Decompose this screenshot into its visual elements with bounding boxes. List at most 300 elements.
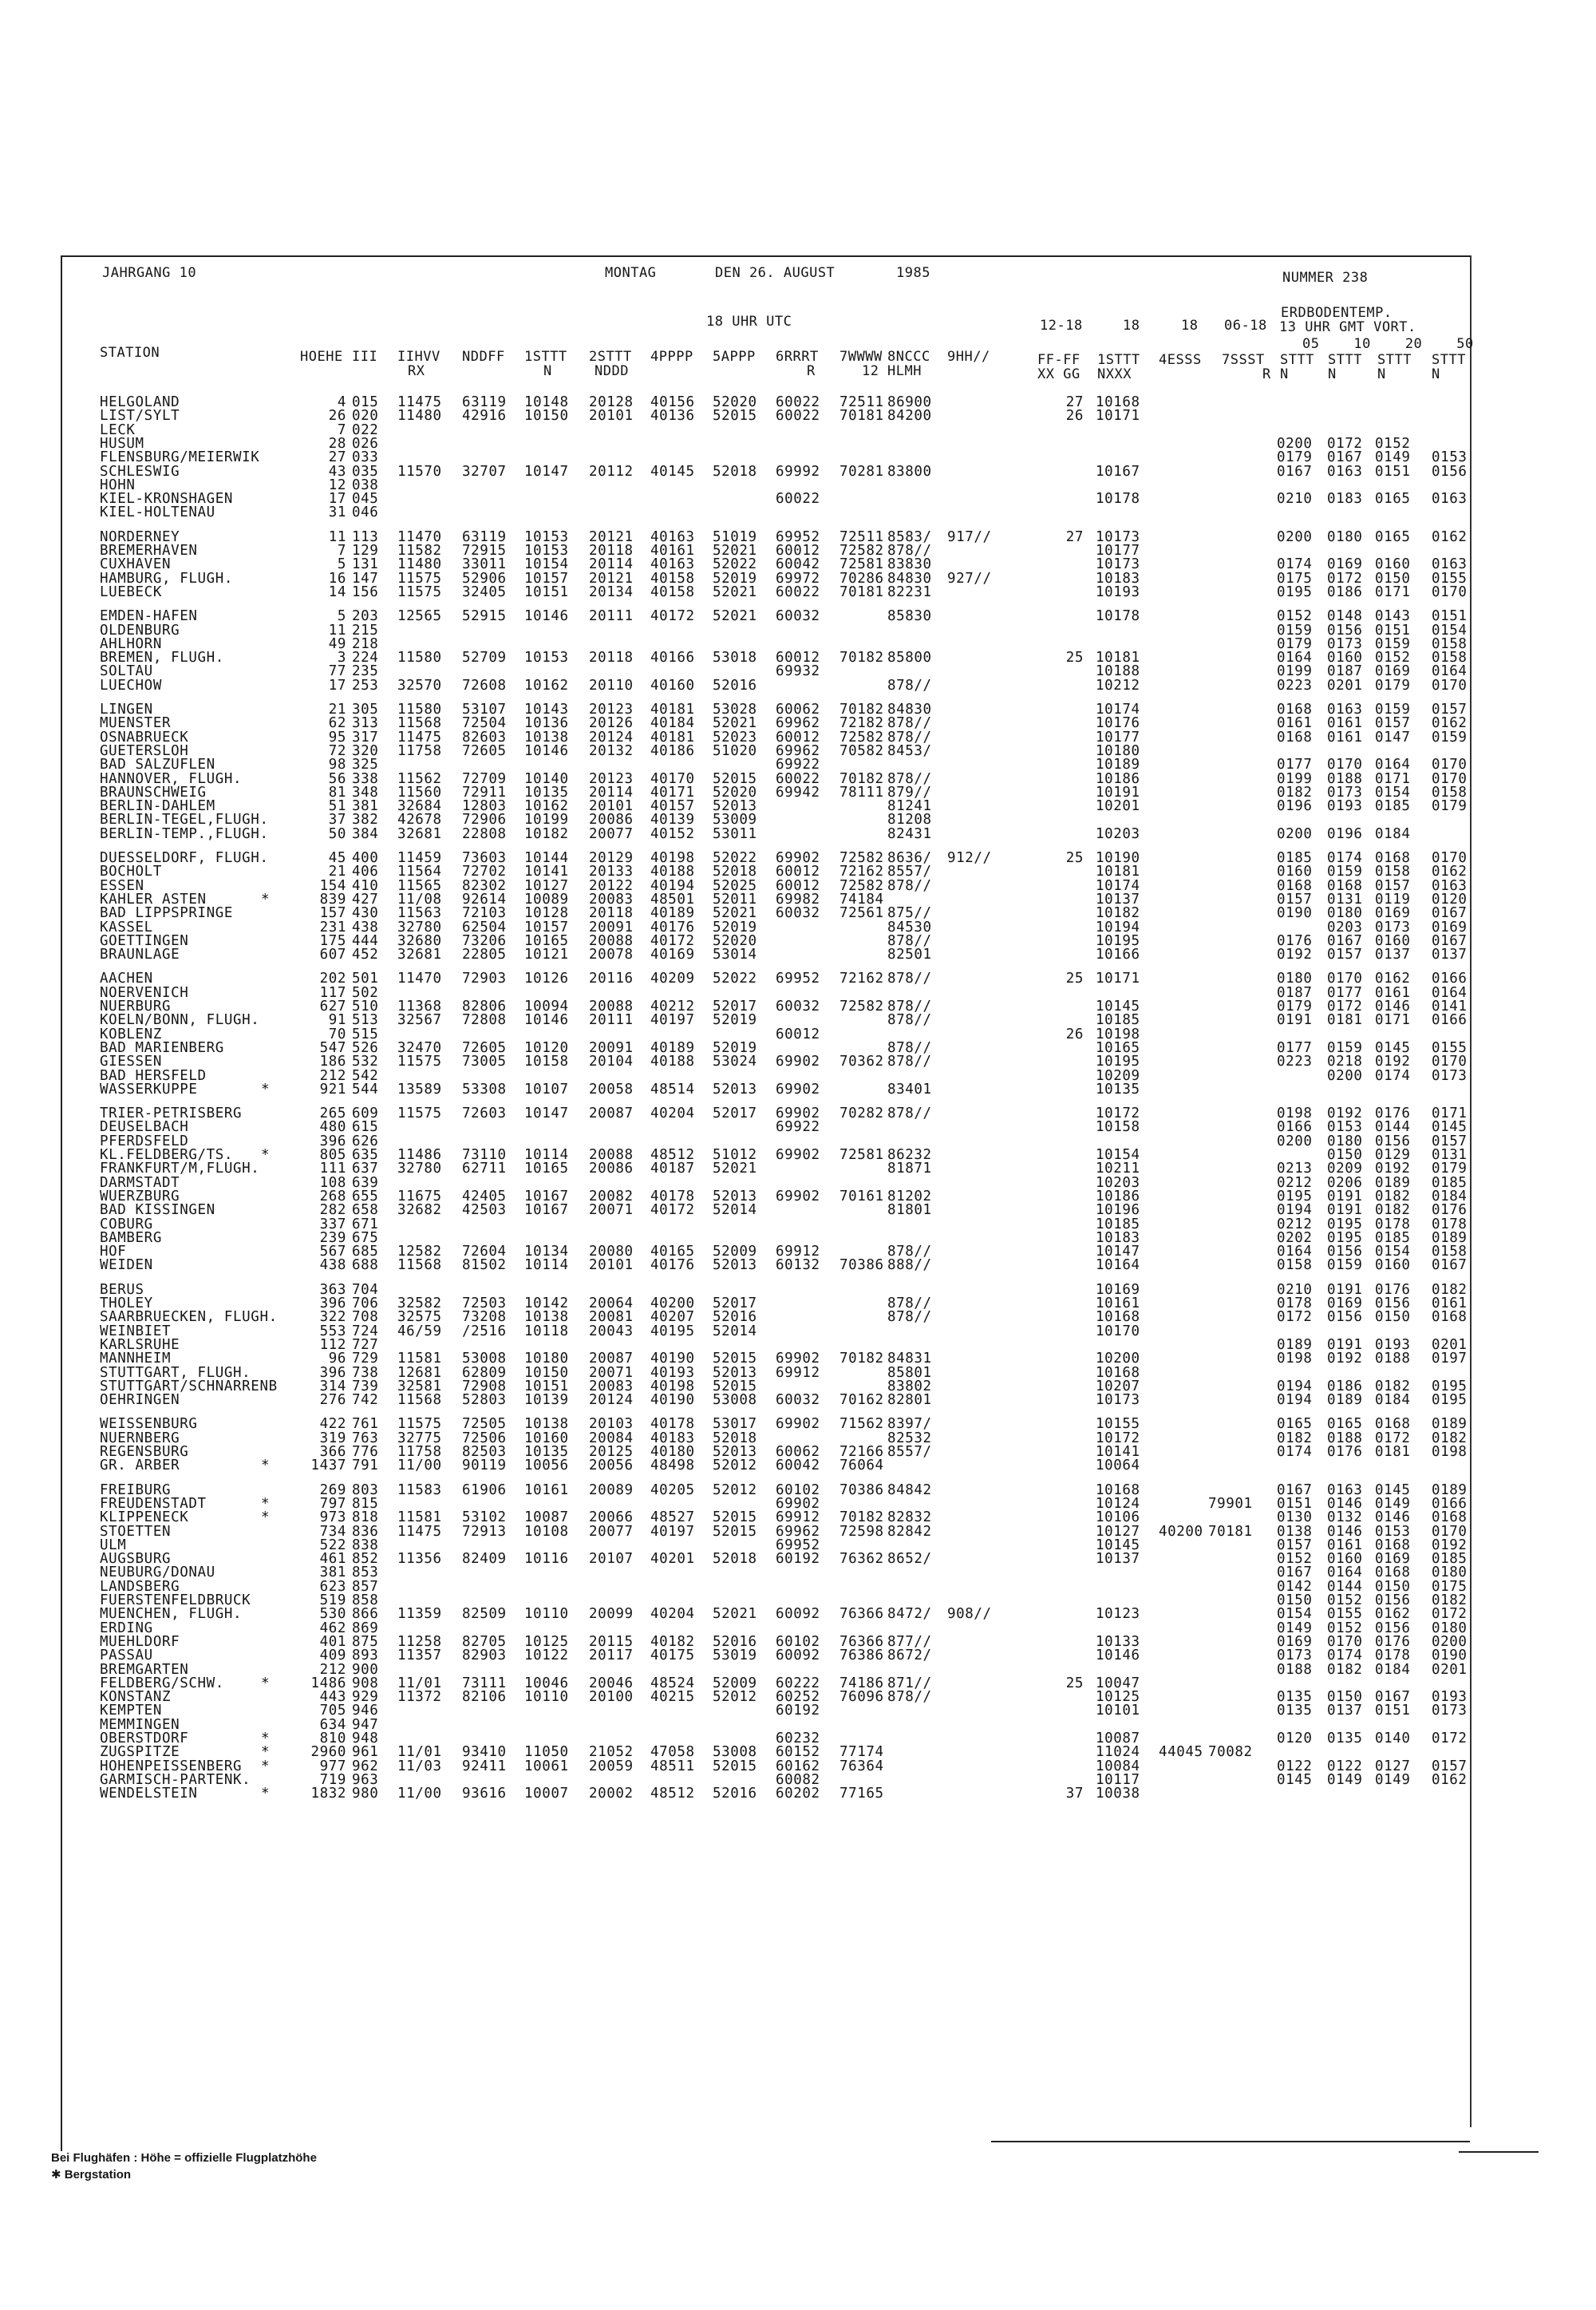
group-7wwww: 70182 (839, 650, 884, 666)
group-8nccc: 878// (887, 1054, 932, 1070)
soil-20: 0149 (1375, 1771, 1411, 1788)
group-4pppp: 40145 (650, 463, 695, 480)
group-iihvv: 32780 (397, 919, 442, 935)
station-id: 532 (352, 1054, 379, 1070)
group-6rrrt: 60022 (776, 770, 820, 787)
station-height: 265 (319, 1106, 346, 1122)
station-name: FREUDENSTADT (100, 1495, 207, 1512)
group-6rrrt: 60032 (776, 999, 820, 1015)
group-8nccc: 81241 (887, 798, 932, 815)
soil-10: 0195 (1327, 1216, 1363, 1232)
soil-05: 0198 (1277, 1106, 1313, 1122)
group-iihvv: 32575 (397, 1309, 442, 1326)
table-row (0, 1311, 1596, 1324)
group-7wwww: 70161 (839, 1188, 884, 1204)
station-height: 396 (319, 1133, 346, 1149)
soil-50: 0164 (1432, 663, 1468, 680)
station-id: 338 (352, 770, 379, 787)
group-2sttt: 20086 (589, 812, 634, 829)
station-height: 81 (328, 784, 346, 801)
group-5appp: 52019 (713, 919, 757, 935)
col-soil-50: STTT (1432, 352, 1466, 368)
col-8nccc: 8NCCC (887, 349, 930, 365)
station-height: 27 (328, 449, 346, 466)
group-1sttt: 10135 (524, 784, 569, 801)
group-1sttt: 10138 (524, 729, 569, 746)
group-1sttt: 10139 (524, 1392, 569, 1409)
group-5appp: 52016 (713, 1786, 757, 1802)
group-4pppp: 48524 (650, 1675, 695, 1691)
soil-50: 0195 (1432, 1392, 1468, 1409)
table-row (0, 1649, 1596, 1663)
group-1sttt-b: 10158 (1096, 1119, 1140, 1136)
soil-05: 0199 (1277, 663, 1313, 680)
soil-20: 0149 (1375, 449, 1411, 466)
group-1sttt: 10120 (524, 1039, 569, 1056)
group-1sttt-b: 10168 (1096, 1309, 1140, 1326)
group-1sttt: 10116 (524, 1551, 569, 1568)
station-height: 239 (319, 1229, 346, 1246)
soil-20: 0151 (1375, 463, 1411, 480)
col-5appp: 5APPP (713, 349, 756, 365)
station-height: 973 (319, 1509, 346, 1526)
group-nddff: 73110 (462, 1147, 507, 1163)
soil-50: 0189 (1432, 1481, 1468, 1498)
group-1sttt: 10134 (524, 1244, 569, 1260)
group-1sttt-b: 10207 (1096, 1378, 1140, 1394)
group-iihvv: 11575 (397, 1054, 442, 1070)
station-height: 268 (319, 1188, 346, 1204)
group-iihvv: 11356 (397, 1551, 442, 1568)
group-nddff: 72808 (462, 1012, 507, 1029)
footnote-mountain: ✱ Bergstation (51, 2168, 132, 2181)
group-1sttt-b: 10124 (1096, 1495, 1140, 1512)
station-name: LECK (100, 421, 136, 438)
station-name: BERUS (100, 1281, 144, 1298)
station-name: KIEL-HOLTENAU (100, 504, 215, 521)
group-1sttt-b: 10155 (1096, 1416, 1140, 1433)
group-iihvv: 32680 (397, 932, 442, 949)
soil-50: 0151 (1432, 608, 1468, 625)
station-name: PASSAU (100, 1647, 153, 1664)
station-height: 98 (328, 757, 346, 773)
station-id: 671 (352, 1216, 379, 1232)
station-height: 50 (328, 825, 346, 842)
station-name: SAARBRUECKEN, FLUGH. (100, 1309, 278, 1326)
group-ff: 26 (1065, 1026, 1084, 1042)
station-height: 462 (319, 1620, 346, 1636)
soil-10: 0137 (1327, 1703, 1363, 1719)
soil-05: 0223 (1277, 1054, 1313, 1070)
table-row (0, 825, 1596, 842)
group-nddff: 72506 (462, 1430, 507, 1446)
table-row (0, 758, 1596, 772)
station-id: 857 (352, 1578, 379, 1595)
group-8nccc: 81208 (887, 812, 932, 829)
soil-05: 0168 (1277, 702, 1313, 718)
station-name: BREMEN, FLUGH. (100, 650, 224, 666)
group-nddff: 81502 (462, 1257, 507, 1274)
mountain-marker: * (261, 1081, 271, 1098)
soil-50: 0180 (1432, 1620, 1468, 1636)
station-id: 776 (352, 1444, 379, 1460)
station-height: 16 (328, 570, 346, 587)
soil-10: 0164 (1327, 1564, 1363, 1581)
group-1sttt-b: 10203 (1096, 1174, 1140, 1191)
station-height: 443 (319, 1689, 346, 1706)
station-name: KEMPTEN (100, 1703, 162, 1719)
soil-05: 0167 (1277, 1564, 1313, 1581)
group-7wwww: 70281 (839, 463, 884, 480)
station-name: HOF (100, 1244, 127, 1260)
group-8nccc: 83802 (887, 1378, 932, 1394)
group-4pppp: 40189 (650, 905, 695, 922)
soil-10: 0144 (1327, 1578, 1363, 1595)
group-4pppp: 40205 (650, 1481, 695, 1498)
group-2sttt: 20099 (589, 1606, 634, 1623)
soil-10: 0192 (1327, 1351, 1363, 1367)
station-height: 839 (319, 891, 346, 908)
group-1sttt: 10056 (524, 1458, 569, 1474)
group-1sttt-b: 10166 (1096, 947, 1140, 963)
group-8nccc: 888// (887, 1257, 932, 1274)
station-id: 908 (352, 1675, 379, 1691)
group-1sttt: 10180 (524, 1351, 569, 1367)
group-iihvv: 32581 (397, 1378, 442, 1394)
station-name: GIESSEN (100, 1054, 162, 1070)
group-2sttt: 20043 (589, 1323, 634, 1339)
group-1sttt-b: 10087 (1096, 1731, 1140, 1746)
group-nddff: 72503 (462, 1295, 507, 1311)
station-height: 705 (319, 1703, 346, 1719)
soil-05: 0152 (1277, 608, 1313, 625)
group-1sttt-b: 10106 (1096, 1509, 1140, 1526)
soil-10: 0153 (1327, 1119, 1363, 1136)
soil-50: 0200 (1432, 1633, 1468, 1650)
soil-20: 0176 (1375, 1633, 1411, 1650)
station-id: 218 (352, 635, 379, 652)
group-ff: 25 (1065, 1675, 1084, 1691)
group-6rrrt: 60012 (776, 1026, 820, 1042)
group-8nccc: 878// (887, 677, 932, 694)
soil-20: 0168 (1375, 1564, 1411, 1581)
group-1sttt: 10162 (524, 798, 569, 815)
group-4pppp: 40157 (650, 798, 695, 815)
station-id: 348 (352, 784, 379, 801)
soil-20: 0156 (1375, 1133, 1411, 1149)
soil-20: 0156 (1375, 1620, 1411, 1636)
group-nddff: 63119 (462, 528, 507, 545)
group-1sttt-b: 10178 (1096, 491, 1140, 508)
group-1sttt: 10126 (524, 971, 569, 987)
group-1sttt-b: 10168 (1096, 394, 1140, 410)
station-height: 381 (319, 1564, 346, 1581)
soil-10: 0172 (1327, 435, 1363, 452)
station-height: 623 (319, 1578, 346, 1595)
station-height: 977 (319, 1758, 346, 1774)
group-iihvv: 32780 (397, 1161, 442, 1177)
table-row (0, 409, 1596, 423)
group-6rrrt: 60102 (776, 1481, 820, 1498)
group-1sttt: 10121 (524, 947, 569, 963)
group-1sttt-b: 10047 (1096, 1675, 1140, 1691)
soil-50: 0170 (1432, 677, 1468, 694)
station-name: KARLSRUHE (100, 1336, 180, 1353)
station-name: OLDENBURG (100, 622, 180, 639)
group-4pppp: 40195 (650, 1323, 695, 1339)
soil-20: 0150 (1375, 570, 1411, 587)
group-1sttt: 10165 (524, 1161, 569, 1177)
group-1sttt-b: 10190 (1096, 850, 1140, 866)
group-1sttt-b: 10167 (1096, 463, 1140, 480)
group-nddff: 52915 (462, 608, 507, 625)
station-height: 2960 (310, 1744, 346, 1761)
group-1sttt-b: 10188 (1096, 663, 1140, 680)
group-nddff: 62504 (462, 919, 507, 935)
station-id: 320 (352, 742, 379, 759)
group-1sttt-b: 11024 (1096, 1744, 1140, 1761)
group-4pppp: 40188 (650, 864, 695, 880)
soil-05: 0187 (1277, 984, 1313, 1001)
group-2sttt: 20110 (589, 677, 634, 694)
soil-05: 0195 (1277, 583, 1313, 600)
group-iihvv: 11368 (397, 999, 442, 1015)
station-name: AACHEN (100, 971, 153, 987)
table-row (0, 1067, 1596, 1084)
group-iihvv: 32682 (397, 1202, 442, 1219)
soil-05: 0135 (1277, 1703, 1313, 1719)
station-name: WENDELSTEIN (100, 1786, 198, 1802)
group-8nccc: 878// (887, 971, 932, 987)
group-7wwww: 72582 (839, 999, 884, 1015)
station-id: 742 (352, 1392, 379, 1409)
col-iihvv-sub: RX (408, 363, 425, 379)
group-2sttt: 20046 (589, 1675, 634, 1691)
group-iihvv: 11/00 (397, 1458, 442, 1474)
group-1sttt: 10146 (524, 742, 569, 759)
soil-20: 0182 (1375, 1188, 1411, 1204)
soil-50: 0172 (1432, 1606, 1468, 1623)
soil-50: 0155 (1432, 1039, 1468, 1056)
group-1sttt: 10151 (524, 1378, 569, 1394)
group-8nccc: 8472/ (887, 1606, 932, 1623)
group-6rrrt: 69902 (776, 1495, 820, 1512)
group-2sttt: 20118 (589, 543, 634, 559)
group-1sttt-b: 10168 (1096, 1481, 1140, 1498)
soil-10: 0192 (1327, 1106, 1363, 1122)
group-nddff: 73603 (462, 850, 507, 866)
station-id: 253 (352, 677, 379, 694)
group-1sttt-b: 10161 (1096, 1295, 1140, 1311)
station-height: 5 (337, 556, 346, 573)
station-name: REGENSBURG (100, 1444, 189, 1460)
group-iihvv: 11581 (397, 1351, 442, 1367)
soil-20: 0127 (1375, 1758, 1411, 1774)
soil-20: 0171 (1375, 1012, 1411, 1029)
soil-20: 0171 (1375, 583, 1411, 600)
station-height: 547 (319, 1039, 346, 1056)
group-2sttt: 20122 (589, 877, 634, 894)
group-iihvv: 11475 (397, 394, 442, 410)
station-height: 734 (319, 1523, 346, 1540)
station-id: 026 (352, 435, 379, 452)
group-6rrrt: 69982 (776, 891, 820, 908)
group-8nccc: 8557/ (887, 864, 932, 880)
soil-10: 0167 (1327, 449, 1363, 466)
soil-50: 0166 (1432, 1495, 1468, 1512)
station-id: 858 (352, 1592, 379, 1608)
soil-20: 0189 (1375, 1174, 1411, 1191)
soil-20: 0159 (1375, 635, 1411, 652)
soil-10: 0170 (1327, 1633, 1363, 1650)
soil-10: 0146 (1327, 1495, 1363, 1512)
col-soil-10-sub: N (1328, 366, 1337, 382)
group-2sttt: 20077 (589, 1523, 634, 1540)
soil-05: 0194 (1277, 1378, 1313, 1394)
group-1sttt-b: 10203 (1096, 825, 1140, 842)
group-9hh: 927// (947, 570, 992, 587)
group-6rrrt: 60252 (776, 1689, 820, 1706)
group-nddff: 42503 (462, 1202, 507, 1219)
group-2sttt: 20101 (589, 798, 634, 815)
group-nddff: 72103 (462, 905, 507, 922)
table-row (0, 1418, 1596, 1431)
group-nddff: 22805 (462, 947, 507, 963)
station-name: DARMSTADT (100, 1174, 180, 1191)
group-8nccc: 84200 (887, 408, 932, 425)
soil-05: 0192 (1277, 947, 1313, 963)
soil-10: 0169 (1327, 1295, 1363, 1311)
soil-10: 0156 (1327, 1309, 1363, 1326)
soil-10: 0172 (1327, 570, 1363, 587)
station-name: STOETTEN (100, 1523, 172, 1540)
group-7wwww: 71562 (839, 1416, 884, 1433)
group-6rrrt: 69952 (776, 971, 820, 987)
group-nddff: 92614 (462, 891, 507, 908)
soil-50: 0170 (1432, 1054, 1468, 1070)
group-1sttt-b: 10172 (1096, 1430, 1140, 1446)
soil-50: 0170 (1432, 770, 1468, 787)
station-height: 409 (319, 1647, 346, 1664)
station-height: 202 (319, 971, 346, 987)
table-row (0, 1204, 1596, 1217)
group-1sttt-b: 10180 (1096, 742, 1140, 759)
soil-20: 0181 (1375, 1444, 1411, 1460)
group-5appp: 52020 (713, 932, 757, 949)
col-2sttt: 2STTT (589, 349, 632, 365)
group-1sttt: 10135 (524, 1444, 569, 1460)
station-height: 17 (328, 677, 346, 694)
soil-10: 0191 (1327, 1336, 1363, 1353)
group-nddff: 53308 (462, 1081, 507, 1098)
soil-20: 0169 (1375, 1551, 1411, 1568)
station-id: 305 (352, 702, 379, 718)
station-id: 626 (352, 1133, 379, 1149)
group-1sttt: 10140 (524, 770, 569, 787)
soil-50: 0201 (1432, 1336, 1468, 1353)
station-height: 26 (328, 408, 346, 425)
soil-10: 0159 (1327, 1039, 1363, 1056)
group-5appp: 52015 (713, 1351, 757, 1367)
col-ff: FF-FF (1037, 352, 1080, 368)
soil-50: 0179 (1432, 1161, 1468, 1177)
station-id: 639 (352, 1174, 379, 1191)
soil-05: 0168 (1277, 877, 1313, 894)
soil-50: 0161 (1432, 1295, 1468, 1311)
group-nddff: 42916 (462, 408, 507, 425)
group-nddff: 82509 (462, 1606, 507, 1623)
soil-20: 0153 (1375, 1523, 1411, 1540)
group-6rrrt: 60162 (776, 1758, 820, 1774)
group-8nccc: 82801 (887, 1392, 932, 1409)
soil-10: 0131 (1327, 891, 1363, 908)
group-2sttt: 20083 (589, 1378, 634, 1394)
station-height: 77 (328, 663, 346, 680)
soil-20: 0182 (1375, 1378, 1411, 1394)
soil-50: 0190 (1432, 1647, 1468, 1664)
group-2sttt: 20133 (589, 864, 634, 880)
group-6rrrt: 69912 (776, 1244, 820, 1260)
station-name: NOERVENICH (100, 984, 189, 1001)
station-id: 962 (352, 1758, 379, 1774)
col-6rrrt: 6RRRT (776, 349, 819, 365)
group-4pppp: 40178 (650, 1188, 695, 1204)
group-2sttt: 20104 (589, 1054, 634, 1070)
station-id: 708 (352, 1309, 379, 1326)
group-6rrrt: 69902 (776, 1054, 820, 1070)
station-id: 658 (352, 1202, 379, 1219)
soil-10: 0169 (1327, 556, 1363, 573)
group-nddff: 72605 (462, 742, 507, 759)
station-name: AHLHORN (100, 635, 162, 652)
group-1sttt-b: 10177 (1096, 729, 1140, 746)
group-8nccc: 85830 (887, 608, 932, 625)
group-1sttt-b: 10185 (1096, 1216, 1140, 1232)
group-1sttt: 10141 (524, 864, 569, 880)
station-name: FRANKFURT/M,FLUGH. (100, 1161, 260, 1177)
group-1sttt-b: 10177 (1096, 543, 1140, 559)
table-row (0, 770, 1596, 787)
group-iihvv: 11475 (397, 1523, 442, 1540)
group-6rrrt: 60032 (776, 1392, 820, 1409)
group-iihvv: 32567 (397, 1012, 442, 1029)
group-5appp: 52011 (713, 891, 757, 908)
station-height: 157 (319, 905, 346, 922)
station-height: 1486 (310, 1675, 346, 1691)
soil-20: 0184 (1375, 1392, 1411, 1409)
station-name: FUERSTENFELDBRUCK (100, 1592, 251, 1608)
group-5appp: 52015 (713, 1378, 757, 1394)
group-nddff: 61906 (462, 1481, 507, 1498)
station-name: CUXHAVEN (100, 556, 172, 573)
group-6rrrt: 60012 (776, 877, 820, 894)
group-iihvv: 32681 (397, 947, 442, 963)
group-2sttt: 20124 (589, 729, 634, 746)
group-8nccc: 84842 (887, 1481, 932, 1498)
soil-10: 0163 (1327, 702, 1363, 718)
group-1sttt-b: 10137 (1096, 1551, 1140, 1568)
soil-05: 0195 (1277, 1188, 1313, 1204)
group-2sttt: 20125 (589, 1444, 634, 1460)
group-1sttt-b: 10176 (1096, 715, 1140, 732)
table-row (0, 1218, 1596, 1232)
col-station: STATION (100, 345, 160, 361)
soil-20: 0152 (1375, 435, 1411, 452)
group-8nccc: 83401 (887, 1081, 932, 1098)
group-2sttt: 20002 (589, 1786, 634, 1802)
soil-20: 0147 (1375, 729, 1411, 746)
group-6rrrt: 60012 (776, 864, 820, 880)
